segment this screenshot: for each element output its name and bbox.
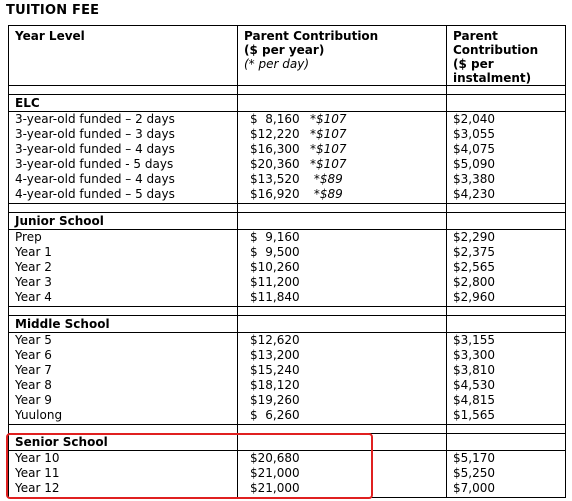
section-header-row xyxy=(9,95,566,112)
section-title: Junior School xyxy=(15,214,104,228)
header-parent-contribution-year xyxy=(238,26,447,86)
instalment-fee-value: $5,250 xyxy=(453,466,495,480)
year-level-label: Year 4 xyxy=(15,290,52,304)
annual-fee-line xyxy=(244,333,446,348)
annual-fee-line xyxy=(244,393,446,408)
annual-fee-value: $15,240 xyxy=(250,363,300,377)
instalment-fee-value: $3,055 xyxy=(453,127,495,141)
header-year-level xyxy=(9,26,238,86)
year-level-label: Prep xyxy=(15,230,42,244)
section-rows xyxy=(9,230,566,307)
annual-fee-value: $ 9,160 xyxy=(250,230,300,244)
section-header-row xyxy=(9,434,566,451)
header-col3-line-1: Parent xyxy=(453,29,498,43)
annual-fee-line xyxy=(244,260,446,275)
header-col3-line-4: instalment) xyxy=(453,71,532,85)
annual-fee-line xyxy=(244,127,446,142)
instalment-fee-value: $2,375 xyxy=(453,245,495,259)
year-level-label: Year 6 xyxy=(15,348,52,362)
annual-fee-value: $11,200 xyxy=(250,275,300,289)
annual-fee-value: $11,840 xyxy=(250,290,300,304)
annual-fee-value: $ 6,260 xyxy=(250,408,300,422)
section-rows xyxy=(9,451,566,498)
annual-fee-line xyxy=(244,363,446,378)
year-level-label: Year 12 xyxy=(15,481,60,495)
section-header-row xyxy=(9,316,566,333)
annual-fee-line xyxy=(244,142,446,157)
year-level-label: 3-year-old funded – 2 days xyxy=(15,112,175,126)
daily-fee-value: *$107 xyxy=(310,127,347,141)
instalment-fee-value: $4,230 xyxy=(453,187,495,201)
instalment-fee-value: $3,155 xyxy=(453,333,495,347)
year-level-label: Year 10 xyxy=(15,451,60,465)
year-level-label: Year 7 xyxy=(15,363,52,377)
spacer-row xyxy=(9,86,566,95)
instalment-fee-value: $2,290 xyxy=(453,230,495,244)
annual-fee-value: $19,260 xyxy=(250,393,300,407)
annual-fee-value: $10,260 xyxy=(250,260,300,274)
instalment-fee-value: $5,090 xyxy=(453,157,495,171)
annual-fee-value: $18,120 xyxy=(250,378,300,392)
instalment-fee-value: $3,380 xyxy=(453,172,495,186)
section-rows xyxy=(9,333,566,425)
section-title: Senior School xyxy=(15,435,108,449)
year-level-label: Year 9 xyxy=(15,393,52,407)
annual-fee-value: $ 9,500 xyxy=(250,245,300,259)
annual-fee-line xyxy=(244,290,446,305)
daily-fee-value: *$107 xyxy=(310,157,347,171)
daily-fee-value: *$107 xyxy=(310,142,347,156)
instalment-fee-value: $2,565 xyxy=(453,260,495,274)
year-level-label: 3-year-old funded – 3 days xyxy=(15,127,175,141)
annual-fee-value: $20,680 xyxy=(250,451,300,465)
annual-fee-value: $13,200 xyxy=(250,348,300,362)
instalment-fee-value: $3,300 xyxy=(453,348,495,362)
instalment-fee-value: $1,565 xyxy=(453,408,495,422)
instalment-fee-value: $7,000 xyxy=(453,481,495,495)
annual-fee-value: $20,360 xyxy=(250,157,300,171)
instalment-fee-value: $5,170 xyxy=(453,451,495,465)
spacer-row xyxy=(9,204,566,213)
annual-fee-line xyxy=(244,408,446,423)
year-level-label: Year 5 xyxy=(15,333,52,347)
year-level-label: Year 3 xyxy=(15,275,52,289)
page-title: TUITION FEE xyxy=(6,3,100,18)
annual-fee-line xyxy=(244,348,446,363)
year-level-label: 4-year-old funded – 5 days xyxy=(15,187,175,201)
section-title: ELC xyxy=(15,96,40,110)
section-rows xyxy=(9,112,566,204)
annual-fee-line xyxy=(244,378,446,393)
annual-fee-value: $13,520 xyxy=(250,172,300,186)
annual-fee-line xyxy=(244,245,446,260)
instalment-fee-value: $2,800 xyxy=(453,275,495,289)
section-title: Middle School xyxy=(15,317,110,331)
annual-fee-value: $21,000 xyxy=(250,466,300,480)
annual-fee-line xyxy=(244,275,446,290)
spacer-row xyxy=(9,307,566,316)
year-level-label: 3-year-old funded – 4 days xyxy=(15,142,175,156)
year-level-label: Yuulong xyxy=(15,408,63,422)
instalment-fee-value: $4,815 xyxy=(453,393,495,407)
annual-fee-line xyxy=(244,481,446,496)
annual-fee-value: $12,620 xyxy=(250,333,300,347)
instalment-fee-value: $2,040 xyxy=(453,112,495,126)
daily-fee-value: *$107 xyxy=(310,112,347,126)
annual-fee-value: $16,920 xyxy=(250,187,300,201)
year-level-label: Year 2 xyxy=(15,260,52,274)
annual-fee-line xyxy=(244,112,446,127)
section-header-row xyxy=(9,213,566,230)
annual-fee-value: $12,220 xyxy=(250,127,300,141)
header-col2-line-2: ($ per year) xyxy=(244,43,325,57)
year-level-label: Year 1 xyxy=(15,245,52,259)
annual-fee-line xyxy=(244,466,446,481)
daily-fee-value: *$89 xyxy=(310,172,343,186)
header-year-level-label: Year Level xyxy=(15,29,85,43)
year-level-label: Year 8 xyxy=(15,378,52,392)
tuition-fee-table xyxy=(8,25,566,498)
header-row xyxy=(9,26,566,86)
instalment-fee-value: $3,810 xyxy=(453,363,495,377)
year-level-label: 4-year-old funded – 4 days xyxy=(15,172,175,186)
annual-fee-line xyxy=(244,157,446,172)
annual-fee-value: $21,000 xyxy=(250,481,300,495)
annual-fee-line xyxy=(244,187,446,202)
spacer-row xyxy=(9,425,566,434)
header-col2-note: (* per day) xyxy=(244,57,309,71)
year-level-label: 3-year-old funded - 5 days xyxy=(15,157,174,171)
header-col2-line-1: Parent Contribution xyxy=(244,29,379,43)
year-level-label: Year 11 xyxy=(15,466,60,480)
instalment-fee-value: $4,530 xyxy=(453,378,495,392)
annual-fee-line xyxy=(244,451,446,466)
header-parent-contribution-instalment xyxy=(447,26,566,86)
annual-fee-line xyxy=(244,172,446,187)
annual-fee-line xyxy=(244,230,446,245)
annual-fee-value: $ 8,160 xyxy=(250,112,300,126)
header-col3-line-3: ($ per xyxy=(453,57,494,71)
header-col3-line-2: Contribution xyxy=(453,43,539,57)
instalment-fee-value: $2,960 xyxy=(453,290,495,304)
annual-fee-value: $16,300 xyxy=(250,142,300,156)
daily-fee-value: *$89 xyxy=(310,187,343,201)
instalment-fee-value: $4,075 xyxy=(453,142,495,156)
